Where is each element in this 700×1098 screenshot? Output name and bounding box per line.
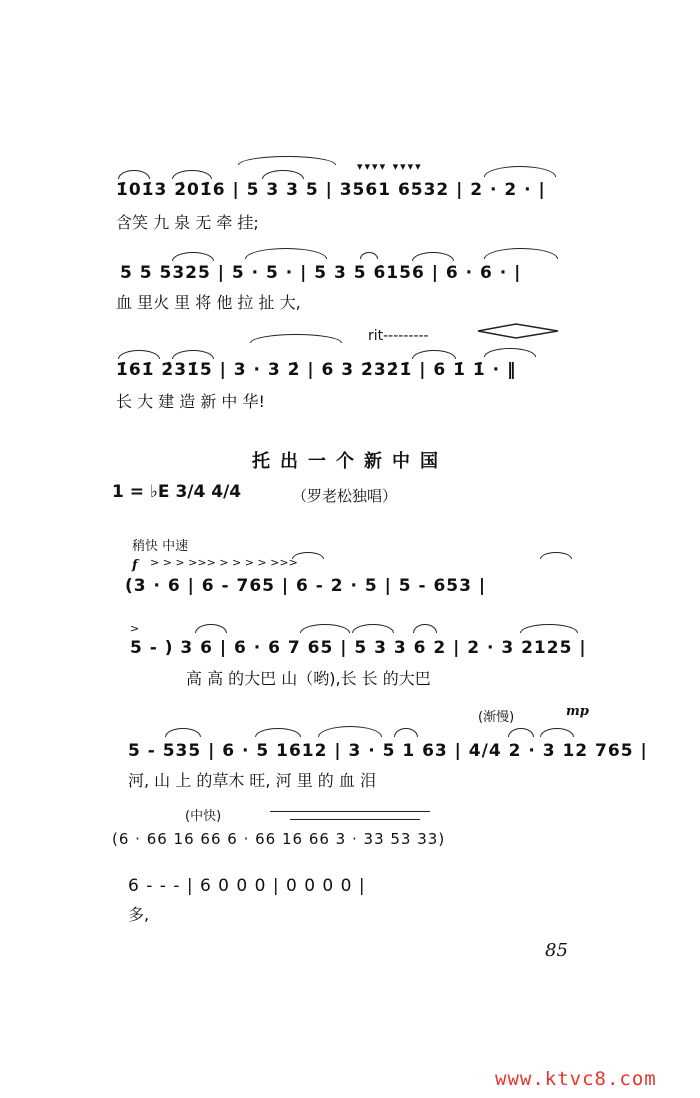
slur — [118, 170, 150, 179]
slur — [484, 166, 556, 177]
page-number: 85 — [545, 940, 568, 961]
notes-line-5: 5 - ) 3 6 | 6 · 6 7 65 | 5 3 3 6 2 | 2 · 3 2125 | — [130, 638, 587, 658]
notes-line-3: 1̇61̇ 2̇31̇5 | 3 · 3 2̇ | 6 3 2̇32̇1̇ | 6 1̇ 1̇ · ‖ — [116, 360, 517, 380]
lyrics-line-1: 含笑 九 泉 无 牵 挂; — [116, 213, 259, 232]
slur — [412, 252, 454, 261]
notes-line-4: (3 · 6 | 6 - 765 | 6 - 2 · 5 | 5 - 653 | — [125, 576, 487, 596]
line-mark — [270, 811, 430, 812]
lyrics-line-2: 血 里火 里 将 他 拉 扯 大, — [116, 293, 301, 312]
slur — [484, 248, 558, 259]
slur — [245, 248, 327, 259]
notes-line-8: 6 - - - | 6 0 0 0 | 0 0 0 0 | — [128, 876, 366, 896]
slur — [255, 728, 301, 737]
performer-note: （罗老松独唱） — [292, 487, 398, 505]
slur — [508, 728, 534, 737]
notes-line-6: 5 - 535 | 6 · 5 1612 | 3 · 5 1 63 | 4/4 2 · 3 12 765 | — [128, 741, 648, 761]
slur — [318, 726, 382, 737]
tempo-mark-medium-fast: (中快) — [185, 809, 222, 824]
crescendo-decrescendo-icon — [476, 322, 560, 340]
accent-marks: ▾▾▾▾ ▾▾▾▾ — [357, 160, 423, 173]
slur — [540, 728, 574, 737]
triplet-slur — [540, 552, 572, 559]
slur — [300, 624, 350, 633]
slur — [172, 350, 214, 359]
line-mark — [290, 819, 420, 820]
notes-line-1: 1̇01̇3 2̇01̇6 | 5 3 3 5 | 3561 6532 | 2 · 2 · | — [116, 180, 546, 200]
lyrics-line-3: 长 大 建 造 新 中 华! — [116, 392, 265, 411]
song-title: 托出一个新中国 — [252, 451, 448, 472]
slur — [360, 252, 378, 259]
slur — [262, 170, 304, 179]
dynamic-mezzo-piano: mp — [566, 704, 589, 719]
notes-line-2: 5 5 5325 | 5 · 5 · | 5 3 5 6̇156 | 6 · 6 · | — [120, 263, 522, 283]
slur — [394, 728, 418, 737]
lyrics-line-5: 高 高 的大巴 山（哟),长 长 的大巴 — [186, 669, 431, 688]
slur — [165, 728, 201, 737]
slur — [172, 252, 214, 261]
slur — [250, 334, 342, 343]
slur — [352, 624, 394, 633]
lyrics-line-6: 河, 山 上 的草木 旺, 河 里 的 血 泪 — [128, 771, 376, 790]
slur — [195, 624, 227, 633]
slur — [484, 348, 536, 357]
slur — [520, 624, 578, 633]
watermark: www.ktvc8.com — [495, 1068, 657, 1090]
slur — [412, 350, 456, 359]
key-signature: 1 = ♭E 3/4 4/4 — [112, 482, 242, 502]
notes-line-7: (6 · 66 16 66 6 · 66 16 66 3 · 33 53 33) — [112, 830, 446, 848]
ritardando-mark: rit--------- — [368, 328, 429, 344]
triplet-slur — [292, 552, 324, 559]
tempo-mark-gradual-slow: (渐慢) — [478, 710, 515, 725]
lyrics-line-8: 多, — [128, 905, 150, 924]
slur — [413, 624, 437, 633]
slur — [172, 170, 212, 179]
accent-marks: > > > >>> > > > > >>> — [150, 556, 298, 569]
slur — [118, 350, 160, 359]
dynamic-forte: f — [132, 558, 138, 573]
slur — [238, 156, 336, 165]
tempo-marking: 稍快 中速 — [132, 539, 189, 554]
accent-mark: > — [130, 622, 140, 635]
